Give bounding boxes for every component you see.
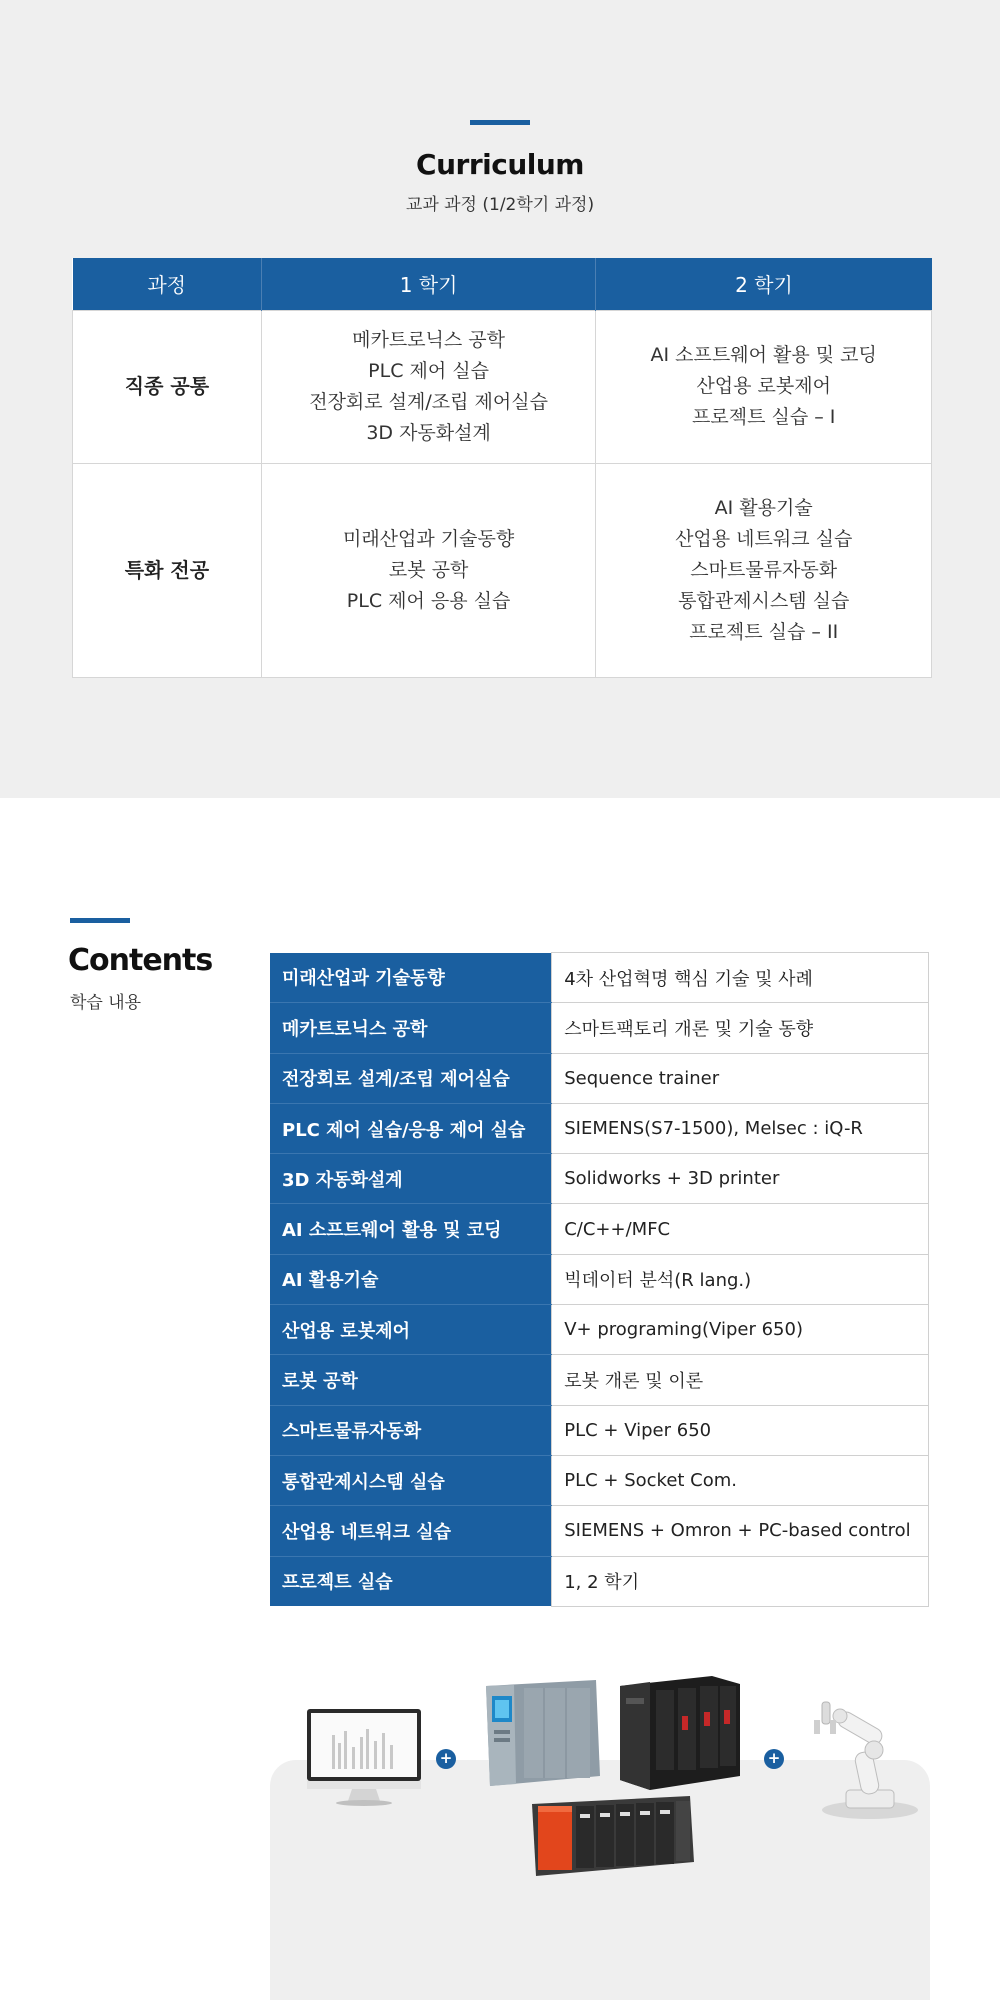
detail-cell: 빅데이터 분석(R lang.) [552,1254,929,1304]
subject-cell: 3D 자동화설계 [270,1154,552,1204]
detail-cell: 로봇 개론 및 이론 [552,1355,929,1405]
monitor-icon [304,1707,424,1807]
table-row [270,1003,929,1053]
course-item: 전장회로 설계/조립 제어실습 [309,390,548,413]
plc-omron-icon [620,1676,740,1790]
semester-2-cell [596,463,932,677]
course-item: 산업용 네트워크 실습 [675,527,853,550]
header-course: 과정 [73,258,262,310]
table-row [73,463,932,677]
subject-cell: 스마트물류자동화 [270,1405,552,1455]
subject-cell: AI 소프트웨어 활용 및 코딩 [270,1204,552,1254]
curriculum-title: Curriculum [416,148,584,181]
detail-cell: 1, 2 학기 [552,1556,929,1606]
header-semester-2: 2 학기 [596,258,932,310]
header-semester-1: 1 학기 [261,258,596,310]
subject-cell: 프로젝트 실습 [270,1556,552,1606]
semester-1-cell [261,310,596,463]
contents-subtitle: 학습 내용 [70,993,142,1013]
detail-cell: C/C++/MFC [552,1204,929,1254]
subject-cell: 통합관제시스템 실습 [270,1455,552,1505]
plc-mitsubishi-icon [530,1796,696,1878]
table-row [270,1455,929,1505]
subject-cell: 미래산업과 기술동향 [270,953,552,1003]
subject-cell: 로봇 공학 [270,1355,552,1405]
table-row [270,1053,929,1103]
detail-cell: PLC + Viper 650 [552,1405,929,1455]
detail-cell: Solidworks + 3D printer [552,1154,929,1204]
course-item: PLC 제어 실습 [368,359,489,382]
row-name: 특화 전공 [73,463,262,677]
course-item: 통합관제시스템 실습 [678,589,850,612]
detail-cell: SIEMENS + Omron + PC-based control [552,1506,929,1556]
course-item: 메카트로닉스 공학 [352,328,506,351]
plus-icon: + [436,1749,456,1769]
detail-cell: 스마트팩토리 개론 및 기술 동향 [552,1003,929,1053]
detail-cell: Sequence trainer [552,1053,929,1103]
subject-cell: AI 활용기술 [270,1254,552,1304]
subject-cell: 산업용 네트워크 실습 [270,1506,552,1556]
subject-cell: PLC 제어 실습/응용 제어 실습 [270,1103,552,1153]
table-row [270,1506,929,1556]
course-item: 프로젝트 실습 – II [689,620,839,643]
robot-arm-icon [806,1692,922,1824]
detail-cell: SIEMENS(S7-1500), Melsec : iQ-R [552,1103,929,1153]
course-item: 스마트물류자동화 [690,558,838,581]
row-name: 직종 공통 [73,310,262,463]
table-row [270,1254,929,1304]
course-item: 프로젝트 실습 – I [692,406,836,428]
subject-cell: 전장회로 설계/조립 제어실습 [270,1053,552,1103]
contents-title: Contents [68,943,213,978]
course-item: AI 소프트웨어 활용 및 코딩 [650,344,877,366]
table-row [270,1405,929,1455]
table-row [270,1204,929,1254]
contents-table [270,952,929,1607]
table-row [270,1154,929,1204]
curriculum-header-row [73,258,932,310]
curriculum-subtitle: 교과 과정 (1/2학기 과정) [405,195,595,215]
semester-2-cell [596,310,932,463]
plus-icon: + [764,1749,784,1769]
section-accent-bar [470,120,530,125]
course-item: 로봇 공학 [388,558,469,581]
table-row [270,1355,929,1405]
curriculum-table [72,258,932,678]
detail-cell: V+ programing(Viper 650) [552,1305,929,1355]
subject-cell: 메카트로닉스 공학 [270,1003,552,1053]
table-row [270,1556,929,1606]
section-accent-bar [70,918,130,923]
subject-cell: 산업용 로봇제어 [270,1305,552,1355]
table-row [270,953,929,1003]
table-row [270,1305,929,1355]
curriculum-section [0,0,1000,798]
course-item: 미래산업과 기술동향 [342,527,515,550]
course-item: 3D 자동화설계 [366,421,491,444]
course-item: 산업용 로봇제어 [696,375,831,397]
course-item: AI 활용기술 [714,496,813,519]
table-row [73,310,932,463]
detail-cell: PLC + Socket Com. [552,1455,929,1505]
detail-cell: 4차 산업혁명 핵심 기술 및 사례 [552,953,929,1003]
course-item: PLC 제어 응용 실습 [346,589,511,612]
table-row [270,1103,929,1153]
plc-siemens-icon [484,1680,602,1788]
semester-1-cell [261,463,596,677]
